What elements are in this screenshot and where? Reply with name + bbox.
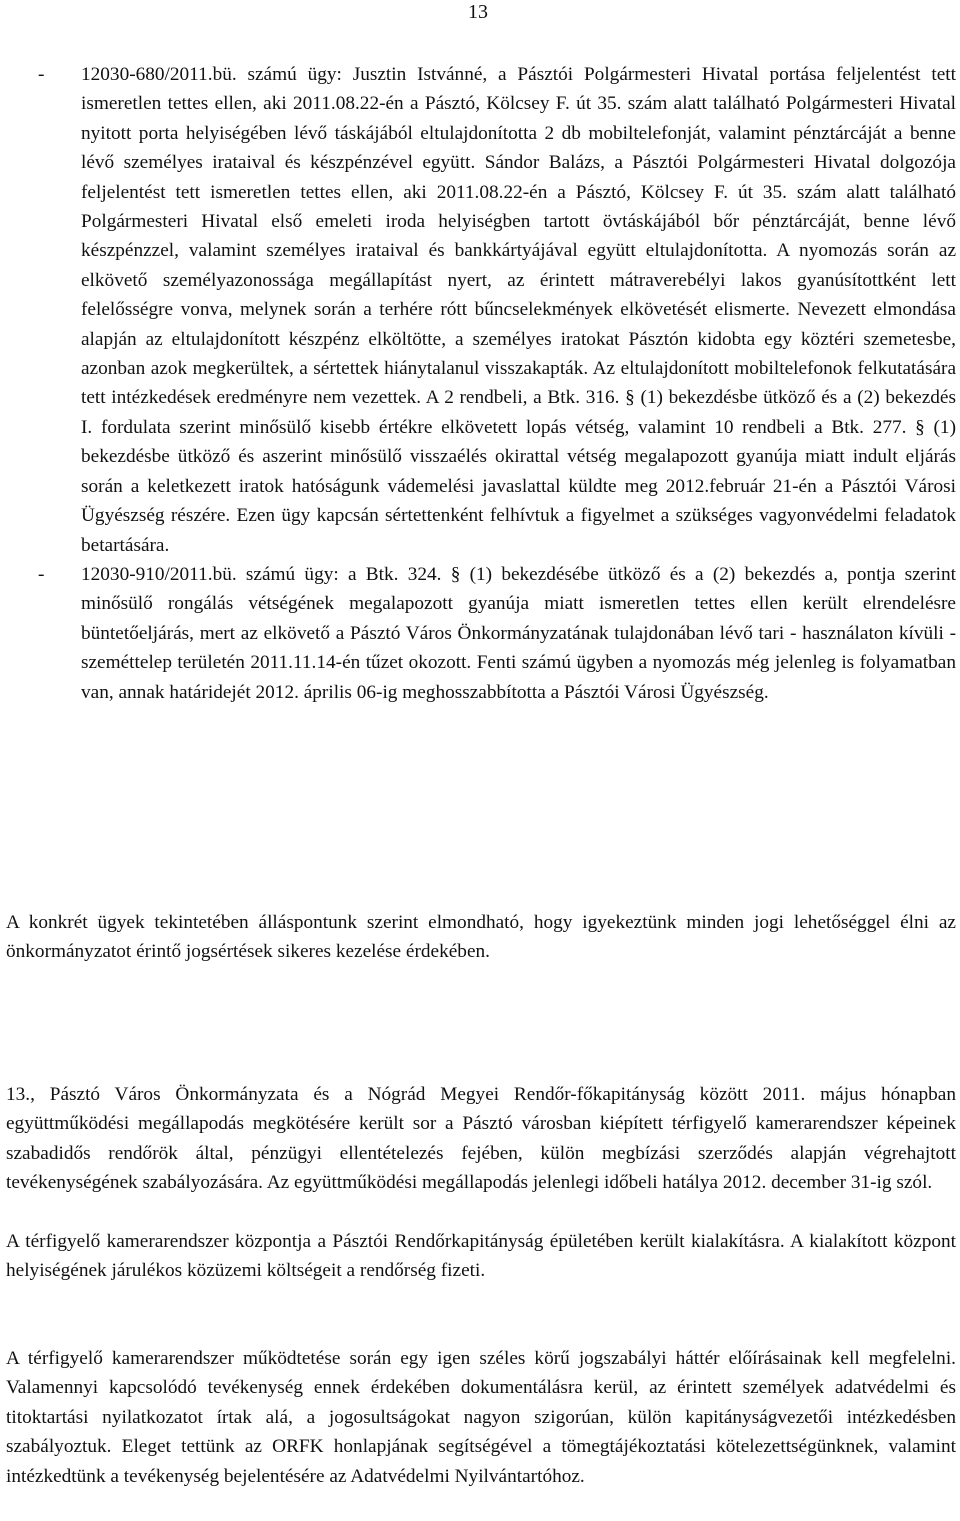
case-text-vandalism: 12030-910/2011.bü. számú ügy: a Btk. 324. § (1) bekezdésébe ütköző és a (2) bekezdés a, pontja szerint minősülő rongálás vétségének megalapozott gyanúja miatt ismeretlen tettes ellen került elrendelésre büntetőeljárás, mert az elkövető a Pásztó Város Önkormányzatának tulajdonában lévő tari - használaton kívüli - szeméttelep területén 2011.11.14-én tűzet okozott. Fenti számú ügyben a nyomozás még jelenleg is folyamatban van, annak határidejét 2012. április 06-ig meghosszabbította a Pásztói Városi Ügyészség. (81, 563, 956, 703)
paragraph-camera-center: A térfigyelő kamerarendszer központja a Pásztói Rendőrkapitányság épületében került kialakításra. A kialakított központ helyiségének járulékos közüzemi költségeit a rendőrség fizeti. (6, 1231, 956, 1282)
list-dash: - (38, 64, 45, 85)
case-text-theft: 12030-680/2011.bü. számú ügy: Jusztin Istvánné, a Pásztói Polgármesteri Hivatal portása feljelentést tett ismeretlen tettes ellen, aki 2011.08.22-én a Pásztó, Kölcsey F. út 35. szám alatt található Polgármesteri Hivatal nyitott porta helyiségében lévő táskájából eltulajdonította 2 db mobiltelefonját, valamint pénztárcáját a benne lévő személyes irataival és készpénzével együtt. Sándor Balázs, a Pásztói Polgármesteri Hivatal dolgozója feljelentést tett ismeretlen tettes ellen, aki 2011.08.22-én a Pásztó, Kölcsey F. út 35. szám alatt található Polgármesteri Hivatal első emeleti iroda helyiségben tartott övtáskájából bőr pénztárcáját, benne lévő készpénzzel, valamint személyes irataival és bankkártyájával együtt eltulajdonította. A nyomozás során az elkövető személyazonossága megállapítást nyert, az érintett mátraverebélyi lakos gyanúsítottként lett felelősségre vonva, melynek során a terhére rótt bűncselekmények elkövetését elismerte. Nevezett elmondása alapján az eltulajdonított készpénz elköltötte, a személyes iratokat Pásztón kidobta egy köztéri szemetesbe, azonban azok megkerültek, a sértettek hiánytalanul visszakapták. Az eltulajdonított mobiltelefonok felkutatására tett intézkedések eredményre nem vezettek. A 2 rendbeli, a Btk. 316. § (1) bekezdésbe ütköző és a (2) bekezdés I. fordulata szerint minősülő kisebb értékre elkövetett lopás vétség, valamint 10 rendbeli a Btk. 277. § (1) bekezdésbe ütköző és aszerint minősülő visszaélés okirattal vétség megalapozott gyanúja miatt indult eljárás során a keletkezett iratok hatóságunk vádemelési javaslattal küldte meg 2012.február 21-én a Pásztói Városi Ügyészség részére. Ezen ügy kapcsán sértettenként felhívtuk a figyelmet a szükséges vagyonvédelmi feladatok betartására. (81, 64, 956, 556)
list-item (6, 60, 956, 560)
paragraph-legal-background: A térfigyelő kamerarendszer működtetése során egy igen széles körű jogszabályi háttér előírásainak kell megfelelni. Valamennyi kapcsolódó tevékenység ennek érdekében dokumentálásra kerül, az érintett személyek adatvédelmi és titoktartási nyilatkozatot írtak alá, a jogosultságokat nagyon szigorúan, külön kapitányságvezetői intézkedésben szabályoztuk. Eleget tettünk az ORFK honlapjának segítségével a tömegtájékoztatási kötelezettségünknek, valamint intézkedtünk a tevékenység bejelentésére az Adatvédelmi Nyilvántartóhoz. (6, 1348, 956, 1487)
page-number: 13 (468, 1, 488, 23)
paragraph-general: A konkrét ügyek tekintetében álláspontunk szerint elmondható, hogy igyekeztünk minden jogi lehetőséggel élni az önkormányzatot érintő jogsértések sikeres kezelése érdekében. (6, 912, 956, 963)
paragraph-section-13: 13., Pásztó Város Önkormányzata és a Nógrád Megyei Rendőr-főkapitányság között 2011. május hónapban együttműködési megállapodás megkötésére került sor a Pásztó városban kiépített térfigyelő kamerarendszer képeinek szabadidős rendőrök által, pénzügyi ellentételezés fejében, külön megbízási szerződés alapján végrehajtott tevékenységének szabályozására. Az együttműködési megállapodás jelenlegi időbeli hatálya 2012. december 31-ig szól. (6, 1084, 956, 1194)
case-list (6, 60, 956, 707)
list-item (6, 560, 956, 707)
list-dash: - (38, 563, 45, 585)
